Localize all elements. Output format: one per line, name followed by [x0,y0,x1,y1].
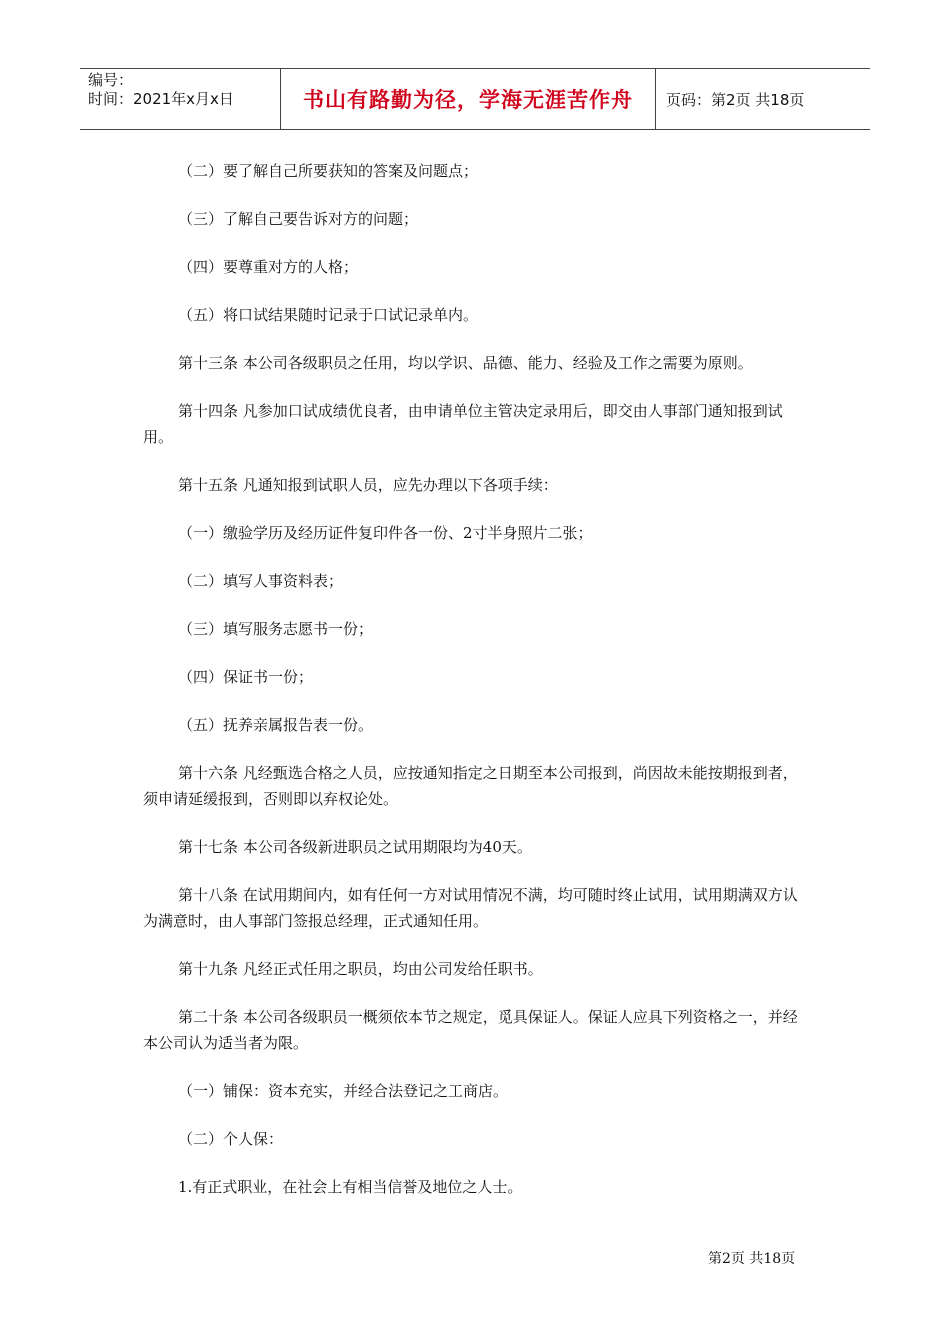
paragraph: 第十九条 凡经正式任用之职员，均由公司发给任职书。 [178,960,543,978]
paragraph: （四）要尊重对方的人格； [178,258,359,276]
page-header [80,68,870,130]
paragraph: （二）填写人事资料表； [178,572,344,590]
paragraph: （一）缴验学历及经历证件复印件各一份、2寸半身照片二张； [178,524,593,542]
paragraph: 1.有正式职业，在社会上有相当信誉及地位之人士。 [178,1178,523,1196]
paragraph: 第十五条 凡通知报到试职人员，应先办理以下各项手续： [178,476,558,494]
paragraph: 第十六条 凡经甄选合格之人员，应按通知指定之日期至本公司报到，尚因故未能按期报到者，须申请延缓报到，否则即以弃权论处。 [143,764,798,808]
page-footer: 第2页 共18页 [708,1251,796,1267]
date-label: 时间：2021年x月x日 [88,90,234,108]
header-page-label: 页码：第2页 共18页 [666,90,805,109]
number-label: 编号： [88,71,134,89]
paragraph: 第二十条 本公司各级职员一概须依本节之规定，觅具保证人。保证人应具下列资格之一，并经本公司认为适当者为限。 [143,1008,798,1052]
paragraph: （二）要了解自己所要获知的答案及问题点； [178,162,479,180]
paragraph: （五）抚养亲属报告表一份。 [178,716,374,734]
paragraph: 第十八条 在试用期间内，如有任何一方对试用情况不满，均可随时终止试用，试用期满双方认为满意时，由人事部门签报总经理，正式通知任用。 [143,886,798,930]
paragraph: （一）铺保：资本充实，并经合法登记之工商店。 [178,1082,509,1100]
document-body [143,158,808,1222]
header-motto: 书山有路勤为径，学海无涯苦作舟 [281,69,656,129]
paragraph: 第十四条 凡参加口试成绩优良者，由申请单位主管决定录用后，即交由人事部门通知报到试用。 [143,402,783,446]
header-meta [80,69,281,129]
paragraph: （三）了解自己要告诉对方的问题； [178,210,419,228]
paragraph: （四）保证书一份； [178,668,314,686]
paragraph: （五）将口试结果随时记录于口试记录单内。 [178,306,479,324]
paragraph: 第十三条 本公司各级职员之任用，均以学识、品德、能力、经验及工作之需要为原则。 [178,354,753,372]
paragraph: 第十七条 本公司各级新进职员之试用期限均为40天。 [178,838,532,856]
paragraph: （三）填写服务志愿书一份； [178,620,374,638]
paragraph: （二）个人保： [178,1130,284,1148]
